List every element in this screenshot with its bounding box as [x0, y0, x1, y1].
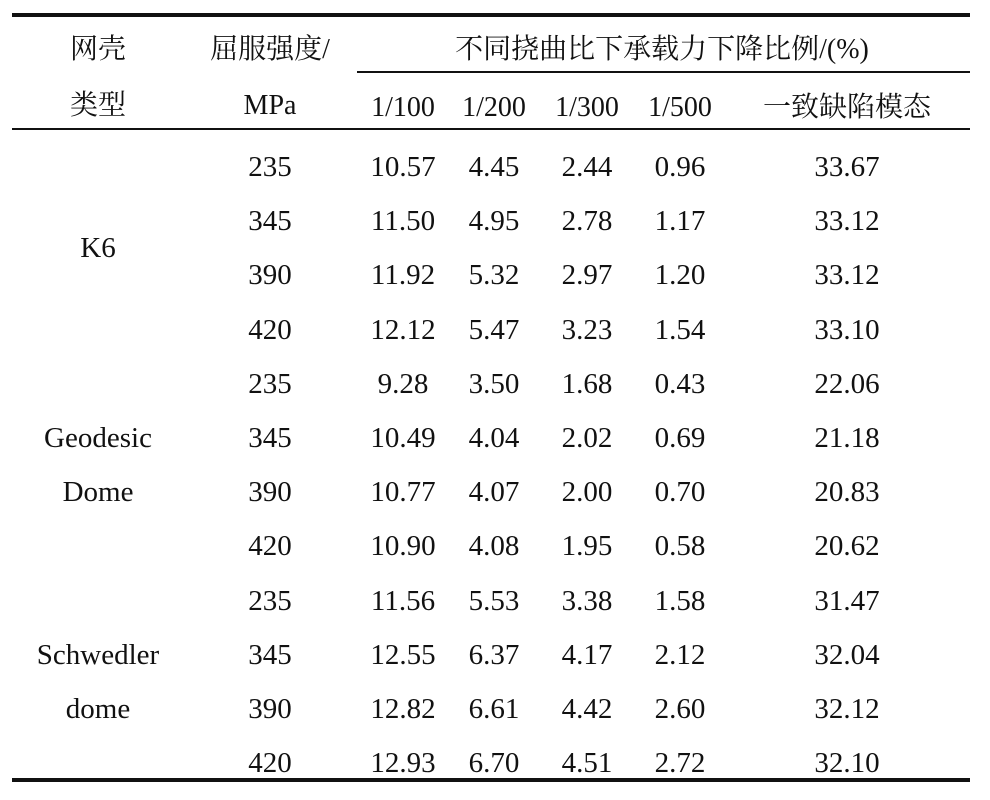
value-cell: 2.97	[561, 259, 613, 292]
group-name: Geodesic	[44, 422, 152, 454]
value-cell: 0.96	[654, 151, 706, 183]
value-cell: 1.68	[561, 367, 613, 400]
value-cell: 2.02	[561, 422, 613, 454]
value-cell: 2.72	[654, 747, 706, 780]
value-cell: 5.47	[468, 313, 520, 346]
value-cell: 33.12	[814, 259, 880, 292]
value-cell: 31.47	[814, 584, 880, 617]
group-name: Dome	[62, 476, 134, 508]
value-cell: 4.42	[561, 693, 613, 725]
value-cell: 33.10	[814, 313, 880, 346]
value-cell: 0.69	[654, 422, 706, 454]
yield-strength-cell: 390	[248, 693, 292, 725]
value-cell: 12.82	[370, 693, 436, 725]
value-cell: 2.00	[561, 476, 613, 509]
header-type-line2: 类型	[69, 90, 127, 121]
yield-strength-cell: 390	[248, 476, 292, 509]
value-cell: 11.92	[370, 259, 436, 292]
value-cell: 4.07	[468, 476, 520, 509]
value-cell: 10.90	[370, 530, 436, 563]
header-yield-line1: 屈服强度/	[210, 34, 330, 65]
yield-strength-cell: 235	[248, 151, 292, 183]
value-cell: 1.17	[654, 205, 706, 238]
value-cell: 10.57	[370, 151, 436, 183]
header-col-1-200: 1/200	[462, 92, 526, 123]
value-cell: 4.95	[468, 205, 520, 238]
header-col-defect-mode: 一致缺陷模态	[762, 92, 932, 123]
value-cell: 6.70	[468, 747, 520, 780]
value-cell: 32.10	[814, 747, 880, 780]
value-cell: 1.20	[654, 259, 706, 292]
value-cell: 20.62	[814, 530, 880, 563]
value-cell: 6.61	[468, 693, 520, 725]
header-col-1-500: 1/500	[648, 92, 712, 123]
value-cell: 33.67	[814, 151, 880, 183]
value-cell: 4.51	[561, 747, 613, 780]
group-header-rule	[357, 71, 970, 73]
value-cell: 3.50	[468, 367, 520, 400]
group-name: K6	[80, 232, 116, 264]
value-cell: 5.32	[468, 259, 520, 292]
yield-strength-cell: 420	[248, 313, 292, 346]
value-cell: 32.12	[814, 693, 880, 725]
value-cell: 6.37	[468, 638, 520, 671]
yield-strength-cell: 345	[248, 638, 292, 671]
group-name: Schwedler	[36, 639, 160, 671]
value-cell: 1.54	[654, 313, 706, 346]
yield-strength-cell: 390	[248, 259, 292, 292]
top-rule	[12, 13, 970, 17]
value-cell: 5.53	[468, 584, 520, 617]
value-cell: 21.18	[814, 422, 880, 454]
yield-strength-cell: 420	[248, 747, 292, 780]
value-cell: 11.50	[370, 205, 436, 238]
header-bottom-rule	[12, 128, 970, 130]
value-cell: 0.43	[654, 367, 706, 400]
value-cell: 22.06	[814, 367, 880, 400]
yield-strength-cell: 420	[248, 530, 292, 563]
value-cell: 11.56	[370, 584, 436, 617]
yield-strength-cell: 235	[248, 584, 292, 617]
value-cell: 12.93	[370, 747, 436, 780]
yield-strength-cell: 345	[248, 205, 292, 238]
value-cell: 32.04	[814, 638, 880, 671]
value-cell: 33.12	[814, 205, 880, 238]
value-cell: 2.44	[561, 151, 613, 183]
value-cell: 2.78	[561, 205, 613, 238]
value-cell: 10.49	[370, 422, 436, 454]
value-cell: 0.58	[654, 530, 706, 563]
value-cell: 9.28	[377, 367, 429, 400]
value-cell: 0.70	[654, 476, 706, 509]
value-cell: 1.58	[654, 584, 706, 617]
value-cell: 12.55	[370, 638, 436, 671]
value-cell: 4.45	[468, 151, 520, 183]
value-cell: 2.12	[654, 638, 706, 671]
value-cell: 12.12	[370, 313, 436, 346]
value-cell: 4.17	[561, 638, 613, 671]
value-cell: 1.95	[561, 530, 613, 563]
header-type-line1: 网壳	[69, 34, 127, 65]
header-yield-line2: MPa	[243, 90, 297, 121]
header-group-title: 不同挠曲比下承载力下降比例/(%)	[455, 34, 869, 65]
value-cell: 20.83	[814, 476, 880, 509]
header-col-1-300: 1/300	[555, 92, 619, 123]
yield-strength-cell: 345	[248, 422, 292, 454]
value-cell: 3.23	[561, 313, 613, 346]
value-cell: 3.38	[561, 584, 613, 617]
value-cell: 10.77	[370, 476, 436, 509]
header-col-1-100: 1/100	[371, 92, 435, 123]
value-cell: 2.60	[654, 693, 706, 725]
value-cell: 4.08	[468, 530, 520, 563]
yield-strength-cell: 235	[248, 367, 292, 400]
group-name: dome	[65, 693, 131, 725]
value-cell: 4.04	[468, 422, 520, 454]
